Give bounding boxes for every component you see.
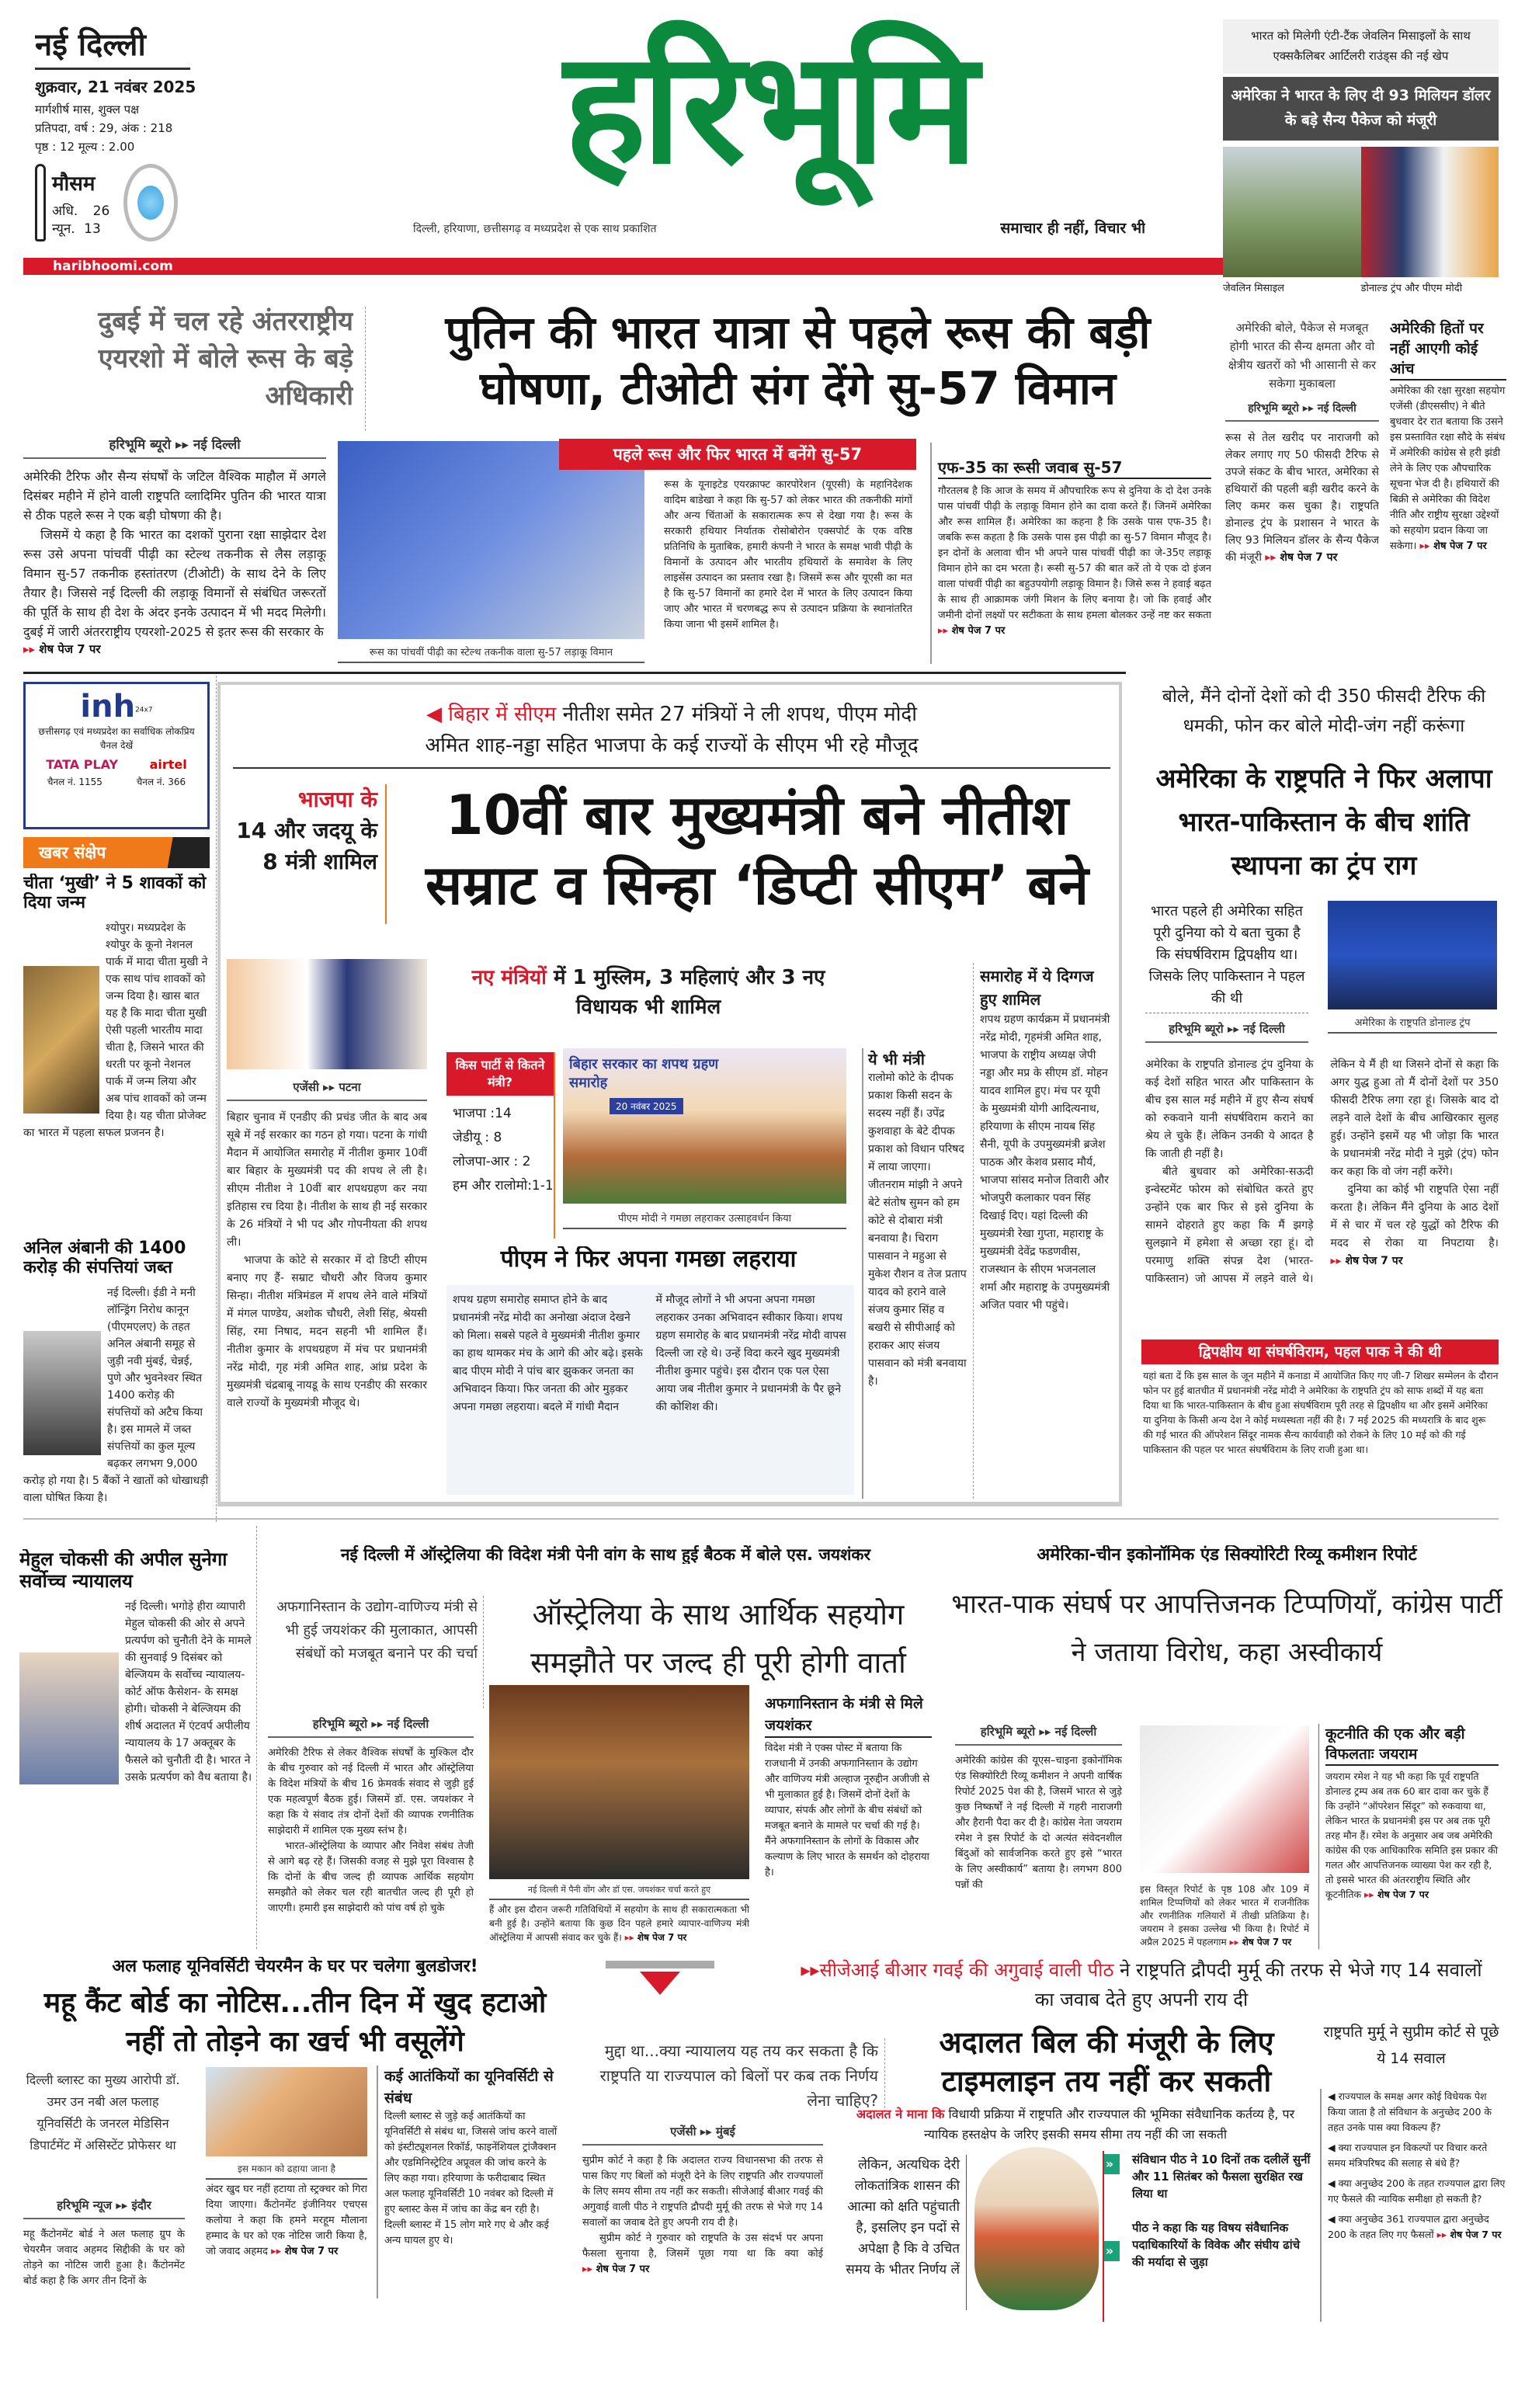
story-paragraph: इस विस्तृत रिपोर्ट के पृष्ठ 108 और 109 में शामिल टिप्पणियों को लेकर भारत में राजनीतिक और रणनीतिक गलियारों में तीखी प्रतिक्रिया है। जयराम ने इसका उल्लेख भी किया है। रिपोर्ट में अप्रैल 2025 में पहलगाम	[1140, 1884, 1309, 1948]
bihar-lead-column	[227, 1079, 427, 1499]
inh-logo: inh	[80, 689, 136, 724]
ceasefire-box-heading: द्विपक्षीय था संघर्षविराम, पहल पाक ने की थी	[1141, 1340, 1499, 1364]
caption-javelin: जेवलिन मिसाइल	[1223, 283, 1284, 294]
su57-caption: रूस का पांचवीं पीढ़ी का स्टेल्थ तकनीक वाला सु-57 लड़ाकू विमान	[338, 641, 644, 663]
story-paragraph: जिसमें ये कहा है कि भारत का दशकों पुराना रक्षा साझेदार देश रूस उसे अपना पांचवीं पीढ़ी का स्टेल्थ तकनीक से लैस लड़ाकू विमान सु-57 तकनीक हस्तांतरण (टीओटी) के साथ देने के लिए तैयार है। जिससे नई दिल्ली की लड़ाकू विमानों से संबंधित जरूरतों की पूर्ति के साथ ही देश के अंदर इनके उत्पादन में भी मदद मिलेगी। दुबई में जारी अंतरराष्ट्रीय एयरशो-2025 से इतर रूस की सरकार के	[23, 527, 326, 639]
kicker-highlight: बिहार में सीएम	[448, 703, 557, 726]
putin-lead-column	[23, 435, 326, 660]
house-caption: इस मकान को ढहाया जाना है	[206, 2159, 367, 2180]
sc-subhead	[839, 2104, 1312, 2147]
continued-link[interactable]: ▸▸ शेष पेज 7 पर	[1437, 2229, 1502, 2240]
thermometer-icon	[35, 164, 46, 241]
sc-strap	[792, 1955, 1491, 2017]
trump-caption: अमेरिका के राष्ट्रपति डोनाल्ड ट्रंप	[1328, 1012, 1497, 1034]
f35-heading: एफ-35 का रूसी जवाब सु-57	[938, 457, 1211, 479]
play-icon: ▸▸	[801, 1959, 820, 1981]
ceremony-caption: पीएम मोदी ने गमछा लहराकर उत्साहवर्धन किया	[563, 1207, 846, 1229]
photo-trump-modi	[1361, 147, 1499, 277]
uscc-headline: भारत-पाक संघर्ष पर आपत्तिजनक टिप्पणियाँ, कांग्रेस पार्टी ने जताया विरोध, कहा अस्वीकार्य	[951, 1589, 1502, 1668]
hindu-calendar: मार्गशीर्ष मास, शुक्ल पक्ष	[35, 103, 139, 116]
ceasefire-box-body: यहां बता दें कि इस साल के जून महीने में कनाडा में आयोजित किए गए जी-7 शिखर सम्मेलन के दौरान फोन पर हुई बातचीत में प्रधानमंत्री नरेंद्र मोदी ने अमेरिका के राष्ट्रपति ट्रंप को साफ शब्दों में यह बता दिया था कि भारत-पाकिस्तान के बीच हुआ संघर्षविराम पूरी तरह से द्विपक्षीय था और इसमें अमेरिका या दुनिया के किसी अन्य देश ने कोई मध्यस्थता नहीं की है। 7 मई 2025 की मध्यरात्रि के बाद शुरू की गई भारत की ऑपरेशन सिंदूर नामक सैन्य कार्यवाही को रोकने के लिए 10 मई को की गई पाकिस्तान की पहल पर भारत संघर्षविराम के लिए राजी हुआ था।	[1143, 1370, 1499, 1455]
channel-number: चैनल नं. 1155	[47, 777, 102, 787]
story-paragraph: भाजपा के कोटे से सरकार में दो डिप्टी सीएम बनाए गए हैं- सम्राट चौधरी और विजय कुमार सिन्हा। नीतीश मंत्रिमंडल में शपथ लेने वाले मंत्रियों में मंगल पाण्डेय, अशोक चौधरी, लेशी सिंह, श्रेयसी सिंह, रमा निषाद, मदन सहनी भी शामिल हैं। नीतीश कुमार के शपथग्रहण में मंच पर प्रधानमंत्री नरेंद्र मोदी, गृह मंत्री अमित शाह, आंध्र प्रदेश के मुख्यमंत्री चंद्रबाबू नायडू के साथ एनडीए की सरकार वाले राज्यों के मुख्यमंत्री मौजूद थे।	[227, 1254, 427, 1409]
inh-channel-ad[interactable]	[23, 682, 210, 829]
us-arms-kicker: भारत को मिलेगी एंटी-टैंक जेवलिन मिसाइलों के साथ एक्सकैलिबर आर्टिलरी राउंड्स की नई खेप	[1223, 19, 1499, 74]
us-arms-headline: अमेरिका ने भारत के लिए दी 93 मिलियन डॉलर के बड़े सैन्य पैकेज को मंजूरी	[1223, 77, 1499, 141]
party-wise-ministers-box	[446, 1052, 555, 1239]
news-brief-label	[23, 837, 210, 868]
f35-box	[930, 443, 1211, 664]
dignitaries-column	[980, 964, 1112, 1500]
uscc-strap: अमेरिका-चीन इकोनॉमिक एंड सिक्योरिटी रिव्यू कमीशन रिपोर्ट	[1037, 1545, 1417, 1565]
byline: हरिभूमि ब्यूरो ▸▸ नई दिल्ली	[1145, 1021, 1308, 1043]
tataplay-logo: TATA PLAY	[46, 757, 119, 772]
photo-mehul-choksi	[19, 1652, 119, 1784]
newspaper-logo[interactable]: हरिभूमि	[564, 18, 974, 199]
jairam-heading: कूटनीति की एक और बड़ी विफलताः जयराम	[1325, 1724, 1499, 1766]
website-link[interactable]: haribhoomi.com	[53, 259, 173, 274]
brief-body: नई दिल्ली। भगोड़े हीरा व्यापारी मेहुल चोकसी की ओर से अपने प्रत्यर्पण को चुनौती देने के मामले की सुनवाई 9 दिसंबर को बेल्जियम के सर्वोच्च न्यायालय- कोर्ट ऑफ कैसेशन- के समक्ष होगी। चोकसी ने बेल्जियम की शीर्ष अदालत में एंटवर्प अपीलीय न्यायालय के 17 अक्तूबर के फैसले को चुनौती दी है। भारत ने उसके प्रत्यर्पण को वैध बताया है।	[125, 1600, 252, 1784]
brief-body: श्योपुर। मध्यप्रदेश के श्योपुर के कूनो नेशनल पार्क में मादा चीता मुखी ने एक साथ पांच शावकों को जन्म दिया है। खास बात यह है कि मादा चीता मुखी ऐसी पहली भारतीय मादा चीता है, जिसने भारत की धरती पर कूनो नेशनल पार्क में जन्म लिया और अब पांच शावकों को जन्म दिया है। यह चीता प्रोजेक्ट का भारत में पहला सफल प्रजनन है।	[23, 921, 208, 1139]
brief-headline: चीता ‘मुखी’ ने 5 शावकों को दिया जन्म	[23, 874, 207, 913]
us-interests-heading: अमेरिकी हितों पर नहीं आएगी कोई आंच	[1390, 318, 1506, 380]
photo-su57	[338, 441, 644, 639]
side-deck-highlight: भाजपा के	[297, 787, 377, 812]
continued-link[interactable]: ▸▸ शेष पेज 7 पर	[625, 1932, 687, 1943]
alfalah-deck: दिल्ली ब्लास्ट का मुख्य आरोपी डॉ. उमर उन नबी अल फलाह यूनिवर्सिटी के जनरल मेडिसिन डिपार्टमेंट में असिस्टेंट प्रोफेसर था	[26, 2073, 180, 2153]
terror-links-heading: कई आतंकियों का यूनिवर्सिटी से संबंध	[384, 2068, 554, 2107]
story-paragraph: विदेश मंत्री ने एक्स पोस्ट में बताया कि राजधानी में उनकी अफगानिस्तान के उद्योग और वाणिज्य मंत्री अल्हाज नूरुद्दीन अजीजी से भी मुलाकात हुई है। जिसमें दोनों देशों के व्यापार, संपर्क और लोगों के बीच संबंधों को मजबूत बनाने के मामले पर चर्चा की गई है। मैंने अफगानिस्तान के लोगों के विकास और कल्याण के लिए भारत के समर्थन को दोहराया है।	[765, 1743, 930, 1878]
story-paragraph: जयराम रमेश ने यह भी कहा कि पूर्व राष्ट्रपति डोनाल्ड ट्रम्प अब तक 60 बार दावा कर चुके हैं कि उन्होंने “ऑपरेशन सिंदूर” को रुकवाया था, लेकिन भारत के प्रधानमंत्री इस पर अब तक पूरी तरह मौन हैं। रमेश के अनुसार अब जब अमेरिकी कांग्रेस की एक आधिकारिक समिति इस प्रकार की गलत और आपत्तिजनक व्याख्या पेश कर रही है, तो इससे भारत की अंतरराष्ट्रीय स्थिति और कूटनीतिक	[1325, 1770, 1499, 1900]
trump-headline: अमेरिका के राष्ट्रपति ने फिर अलापा भारत-पाकिस्तान के बीच शांति स्थापना का ट्रंप राग	[1155, 763, 1492, 881]
brief-body: नई दिल्ली। ईडी ने मनी लॉन्ड्रिंग निरोध कानून (पीएमएलए) के तहत अनिल अंबानी समूह से जुड़ी नवी मुंबई, चेन्नई, पुणे और भुवनेश्वर स्थित 1400 करोड़ की संपत्तियों को अटैच किया है। इस मामले में जब्त संपत्तियों का कुल मूल्य बढ़कर लगभग 9,000 करोड़ हो गया है। 5 बैंकों ने खातों को धोखाधड़ी वाला घोषित किया है।	[23, 1286, 209, 1504]
also-ministers-column	[862, 1048, 967, 1499]
president-questions-heading: राष्ट्रपति मुर्मू ने सुप्रीम कोर्ट से पूछे ये 14 सवाल	[1323, 2024, 1499, 2067]
party-count-item: हम और रालोमो:1-1	[453, 1178, 554, 1194]
ad-text: छत्तीसगढ़ एवं मध्यप्रदेश का सर्वाधिक लोकप्रिय चैनल देखें	[38, 726, 195, 751]
president-questions-list	[1320, 2089, 1506, 2322]
kicker-text: नीतीश समेत 27 मंत्रियों ने ली शपथ, पीएम मोदी	[562, 703, 917, 726]
alfalah-headline: महू कैंट बोर्ड का नोटिस...तीन दिन में खुद हटाओ नहीं तो तोड़ने का खर्च भी वसूलेंगे	[43, 1987, 547, 2058]
continued-link[interactable]: ▸▸ शेष पेज 7 पर	[1265, 551, 1337, 564]
party-count-item: भाजपा :14	[453, 1106, 512, 1121]
sc-lead-column	[582, 2124, 823, 2279]
photo-wong-jaishankar	[489, 1685, 749, 1879]
su57-photo-label: पहले रूस और फिर भारत में बनेंगे सु-57	[559, 439, 916, 470]
strap-highlight: सीजेआई बीआर गवई की अगुवाई वाली पीठ	[819, 1959, 1114, 1981]
photo-siddiqui-house	[206, 2067, 367, 2156]
question-text: क्या राज्यपाल इन विकल्पों पर विचार करते समय मंत्रिपरिषद की सलाह से बंधे हैं?	[1328, 2142, 1488, 2169]
issue-number: प्रतिपदा, वर्ष : 29, अंक : 218	[35, 121, 173, 135]
story-paragraph: अमेरिकी टैरिफ से लेकर वैश्विक संघर्षों के मुश्किल दौर के बीच गुरुवार को नई दिल्ली में भारत और ऑस्ट्रेलिया के विदेश मंत्रियों के बीच 16 फ्रेमवर्क संवाद से जुड़ी हुई एक महत्वपूर्ण बैठक हुई। जिसमें डॉ. एस. जयशंकर ने कहा कि ये संवाद तंत्र दोनों देशों की व्यापक रणनीतिक साझेदारी में शामिल एक मुख्य स्तंभ है।	[268, 1747, 474, 1836]
story-paragraph: अमेरिकी कांग्रेस की यूएस–चाइना इकोनॉमिक एंड सिक्योरिटी रिव्यू कमीशन ने अपनी वार्षिक रिपोर्ट 2025 पेश की है, जिसमें भारत से जुड़े कुछ निष्कर्षों ने नई दिल्ली में गहरी नाराजगी और हैरानी पैदा कर दी है। कांग्रेस नेता जयराम रमेश ने इस रिपोर्ट के दो अत्यंत संवेदनशील बिंदुओं को सार्वजनिक करते हुए इसे “भारत के लिए अस्वीकार्य” बताया है। लगभग 800 पन्नों की	[955, 1755, 1122, 1891]
byline: एजेंसी ▸▸ पटना	[227, 1079, 427, 1101]
sc-issue-deck: मुद्दा था...क्या न्यायालय यह तय कर सकता है कि राष्ट्रपति या राज्यपाल को बिलों पर कब तक निर्णय लेना चाहिए?	[582, 2038, 885, 2116]
dignitaries-heading: समारोह में ये दिग्गज हुए शामिल	[980, 967, 1094, 1009]
airtel-logo: airtel	[149, 757, 187, 772]
bihar-headline: 10वीं बार मुख्यमंत्री बने नीतीश सम्राट व सिन्हा ‘डिप्टी सीएम’ बने	[426, 784, 1089, 917]
photo-jairam-ramesh	[1140, 1725, 1309, 1873]
key-point: संविधान पीठ ने 10 दिनों तक दलीलें सुनीं और 11 सितंबर को फैसला सुरक्षित रख लिया था	[1132, 2153, 1311, 2201]
story-paragraph: शपथ ग्रहण समारोह समाप्त होने के बाद प्रधानमंत्री नरेंद्र मोदी का अनोखा अंदाज देखने को मिला। सबसे पहले वे मुख्यमंत्री नीतीश कुमार का हाथ थामकर मंच के आगे की ओर बढ़े। इसके बाद पीएम मोदी ने पांच बार झुककर जनता का अभिवादन किया। फिर जनता की ओर मुड़कर अपना गमछा लहराया। बदले में गांधी मैदान	[453, 1294, 643, 1413]
edition-city: नई दिल्ली	[35, 22, 190, 70]
bihar-side-deck	[233, 784, 387, 924]
double-chevron-icon: »	[1103, 2154, 1120, 2174]
byline: हरिभूमि ब्यूरो ▸▸ नई दिल्ली	[955, 1724, 1122, 1746]
question-text: क्या अनुच्छेद 361 राज्यपाल द्वारा अनुच्छेद 200 के तहत लिए गए फैसलों	[1328, 2213, 1489, 2240]
story-paragraph: दिल्ली ब्लास्ट से जुड़े कई आतंकियों का यूनिवर्सिटी से संबंध था, जिससे जांच करने वालों को इंस्टीट्यूशनल रिकॉर्ड, फाइनेंशियल ट्रांजैक्शन और एडमिनिस्ट्रेटिव अप्रूवल की जांच करने के लिए कहा गया। हरियाणा के फरीदाबाद स्थित अल फलाह यूनिवर्सिटी 10 नवंबर को दिल्ली में हुए ब्लास्ट केस में जांच का केंद्र बन रही है। दिल्ली ब्लास्ट में 15 लोग मारे गए थे और कई अन्य घायल हुए थे।	[384, 2111, 558, 2246]
jaishankar-lead-column	[268, 1716, 474, 1945]
story-paragraph: भारत-ऑस्ट्रेलिया के व्यापार और निवेश संबंध तेजी से आगे बढ़ रहे हैं। जिसकी वजह से मुझे पूरा विश्वास है कि दोनों के बीच जल्द ही व्यापक आर्थिक सहयोग समझौते को लेकर चल रही बातचीत जल्द ही पूरी हो जाएगी। हमारी इस साझेदारी को पांच वर्ष हो चुके	[268, 1840, 474, 1914]
party-count-item: जेडीयू : 8	[453, 1130, 502, 1145]
story-paragraph: बिहार चुनाव में एनडीए की प्रचंड जीत के बाद अब सूबे में नई सरकार का गठन हो गया। पटना के गांधी मैदान में आयोजित समारोह में नीतीश कुमार 10वीं बार बिहार के मुख्यमंत्री पद की शपथ ले ली है। सीएम नीतीश ने 10वीं बार शपथग्रहण कर नया इतिहास रच दिया है। नीतीश के साथ ही नई सरकार के 26 मंत्रियों ने भी पद और गोपनीयता की शपथ ली।	[227, 1111, 427, 1249]
bihar-subhead	[439, 963, 858, 1025]
photo-oath-ceremony	[563, 1048, 846, 1204]
byline: हरिभूमि ब्यूरो ▸▸ नई दिल्ली	[23, 435, 326, 459]
story-paragraph: शपथ ग्रहण कार्यक्रम में प्रधानमंत्री नरेंद्र मोदी, गृहमंत्री अमित शाह, भाजपा के राष्ट्रीय अध्यक्ष जेपी नड्डा और मप्र के सीएम डॉ. मोहन यादव शामिल हुए। मंच पर यूपी के मुख्यमंत्री योगी आदित्यनाथ, हरियाणा के सीएम नायब सिंह सैनी, यूपी के उपमुख्यमंत्री ब्रजेश पाठक और केशव प्रसाद मौर्य, भाजपा सांसद मनोज तिवारी और भोजपुरी कलाकार पवन सिंह दिखाई दिए। यहां दिल्ली की मुख्यमंत्री रेखा गुप्ता, महाराष्ट्र के मुख्यमंत्री देवेंद्र फडणवीस, राजस्थान के सीएम भजनलाल शर्मा और महाराष्ट्र के उपमुख्यमंत्री अजित पवार भी पहुंचे।	[980, 1013, 1110, 1312]
dateline-block	[35, 22, 214, 255]
us-interests-box	[1390, 318, 1506, 668]
story-paragraph: अमेरिकी टैरिफ और सैन्य संघर्षों के जटिल वैश्विक माहौल में अगले दिसंबर महीने में होने वाली राष्ट्रपति व्लादिमिर पुतिन की भारत यात्रा से ठीक पहले रूस ने एक बड़ी घोषणा की है।	[23, 469, 326, 523]
jaishankar-caption: नई दिल्ली में पैनी वोंग और डॉ एस. जयशंकर चर्चा करते हुए	[489, 1881, 749, 1900]
afghan-heading: अफगानिस्तान के मंत्री से मिले जयशंकर	[765, 1693, 932, 1738]
issue-date: शुक्रवार, 21 नवंबर 2025	[35, 78, 196, 96]
continued-link[interactable]: ▸▸ शेष पेज 7 पर	[1364, 1889, 1429, 1900]
us-arms-inset	[1223, 19, 1499, 295]
story-paragraph: महू कैंटोनमेंट बोर्ड ने अल फलाह ग्रुप के चेयरमैन जवाद अहमद सिद्दीकी के घर को तोड़ने का नोटिस जारी हुआ है। कैंटोनमेंट बोर्ड कहा है कि अगर तीन दिनों के	[23, 2229, 185, 2287]
su57-column	[664, 478, 912, 664]
continued-link[interactable]: ▸▸ शेष पेज 7 पर	[1420, 540, 1487, 552]
caret-left-icon: ◀	[1328, 2090, 1339, 2102]
subhead-text: विधायी प्रक्रिया में राष्ट्रपति और राज्यपाल की भूमिका संवैधानिक कर्तव्य है, पर न्यायिक हस्तक्षेप के जरिए इसकी समय सीमा तय नहीं की जा सकती	[923, 2107, 1295, 2142]
trump-body	[1145, 1056, 1499, 1332]
key-point: पीठ ने कहा कि यह विषय संवैधानिक पदाधिकारियों के विवेक और संघीय ढांचे की मर्यादा से जुड़ा	[1132, 2221, 1301, 2269]
continued-link[interactable]: ▸▸ शेष पेज 7 पर	[938, 625, 1005, 637]
double-chevron-icon: »	[1103, 2241, 1120, 2261]
continued-link[interactable]: ▸▸ शेष पेज 7 पर	[1229, 1937, 1291, 1948]
byline: हरिभूमि ब्यूरो ▸▸ नई दिल्ली	[268, 1716, 474, 1738]
cheetah-brief	[23, 874, 210, 1215]
question-item	[1328, 2176, 1506, 2207]
byline: एजेंसी ▸▸ मुंबई	[582, 2124, 823, 2146]
question-item	[1328, 2140, 1506, 2171]
byline: हरिभूमि ब्यूरो ▸▸ नई दिल्ली	[1225, 401, 1379, 422]
also-ministers-heading: ये भी मंत्री	[868, 1050, 925, 1068]
jaishankar-continued	[489, 1902, 749, 1949]
alfalah-strap: अल फलाह यूनिवर्सिटी चेयरमैन के घर पर चलेगा बुलडोजर!	[112, 1957, 478, 1976]
sc-key-points	[1103, 2151, 1312, 2322]
continued-link[interactable]: ▸▸ शेष पेज 7 पर	[582, 2264, 649, 2275]
channel-number: चैनल नं. 366	[136, 777, 186, 787]
question-item	[1328, 2089, 1506, 2135]
us-arms-deck: अमेरिकी बोले, पैकेज से मजबूत होगी भारत की सैन्य क्षमता और वो क्षेत्रीय खतरों को भी आसानी से कर सकेगा मुकाबला	[1228, 321, 1377, 391]
story-paragraph: रालोमो कोटे के दीपक प्रकाश किसी सदन के सदस्य नहीं हैं। उपेंद्र कुशवाहा के बेटे दीपक प्रकाश को विधान परिषद में लाया जाएगा। जीतनराम मांझी ने अपने बेटे संतोष सुमन को हम कोटे से दोबारा मंत्री बनवाया है। चिराग पासवान ने महुआ से मुकेश रौशन व तेज प्रताप यादव को हराने वाले संजय कुमार सिंह व बखरी से सीपीआई को हराकर आए संजय पासवान को मंत्री बनवाया है।	[868, 1072, 967, 1388]
subhead-highlight: नए मंत्रियों	[471, 966, 547, 989]
alfalah-lead-column	[23, 2198, 185, 2407]
sc-pull-quote: लेकिन, अत्यधिक देरी लोकतांत्रिक शासन की आत्मा को क्षति पहुंचाती है, इसलिए इन पदों से अपेक्षा है कि वे उचित समय के भीतर निर्णय लें	[835, 2155, 967, 2310]
story-paragraph: अमेरिका के राष्ट्रपति डोनाल्ड ट्रंप दुनिया के कई देशों सहित भारत और पाकिस्तान के बीच इस साल मई महीने में हुए सैन्य संघर्ष को रुकवाने यानी संघर्षविराम कराने का श्रेय ले चुके हैं। लेकिन उनकी ये आदत है कि जाती ही नहीं है।	[1145, 1058, 1314, 1160]
subhead-text: में 1 मुस्लिम, 3 महिलाएं और 3 नए विधायक भी शामिल	[553, 966, 825, 1019]
uscc-second-column	[1140, 1883, 1309, 1949]
afghan-minister-box	[765, 1693, 932, 1945]
question-text: राज्यपाल के समक्ष अगर कोई विधेयक पेश किया जाता है तो संविधान के अनुच्छेद 200 के तहत उनके पास क्या विकल्प हैं?	[1328, 2090, 1492, 2133]
weather-label: मौसम	[52, 172, 96, 196]
ceremony-date: 20 नवंबर 2025	[610, 1098, 683, 1114]
sc-headline: अदालत बिल की मंजूरी के लिए टाइमलाइन तय नहीं कर सकती	[939, 2025, 1274, 2098]
min-temp: 13	[84, 221, 101, 237]
news-brief-title: खबर संक्षेप	[39, 843, 106, 862]
story-paragraph: बीते बुधवार को अमेरिका-सऊदी इन्वेस्टमेंट फोरम को संबोधित करते हुए उन्होंने एक बार फिर से इसे दुनिया के सामने दोहराते हुए कहा कि मैं झगड़े सुलझाने में हमेशा से अच्छा रहा हूं। दो परमाणु शक्ति संपन्न देश (भारत-पाकिस्तान) जो आपस में लड़ने वाले थे। लेकिन ये मैं ही था जिसने दोनों से कहा कि अगर युद्ध हुआ तो मैं दोनों देशों पर 350 फीसदी टैरिफ लगा रहा हूं। जिसके बाद दो लड़ने वाले देशों के बीच आखिरकार सुलह हुई। उन्होंने इसमें यह भी जोड़ा कि भारत के प्रधानमंत्री नरेंद्र मोदी ने मुझे (ट्रंप) फोन कर कहा कि वो जंग नहीं करेंगे।	[1145, 1058, 1499, 1285]
byline: हरिभूमि न्यूज ▸▸ इंदौर	[23, 2198, 185, 2219]
caption-trump-modi: डोनाल्ड ट्रंप और पीएम मोदी	[1360, 283, 1463, 294]
story-paragraph: गौरतलब है कि आज के समय में औपचारिक रूप से दुनिया के दो देश उनके पास पांचवीं पीढ़ी के लड़ाकू विमान होने का दावा करते हैं। जिनमें अमेरिका और रूस शामिल हैं। अमेरिका का कहना है कि उसके पास एफ-35 है। जबकि रूस कहता है कि उसके पास इस पीढ़ी का सु-57 विमान मौजूद है। इन दोनों के अलावा चीन भी अपने पास पांचवीं पीढ़ी का जे-35ए लड़ाकू विमान होने का दम भरता है। रूसी सु-57 की बात करें तो ये एक दो इंजन वाला पांचवीं पीढ़ी का बहुउपयोगी लड़ाकू विमान है। जिसे रूस ने हवाई बढ़त के साथ ही आक्रामक जंगी मिशन के लिए बनाया है। जो कि हवाई और जमीनी दोनों लक्ष्यों पर सटीकता के साथ हमला बोलकर उन्हें नष्ट कर सकता	[938, 485, 1211, 621]
kicker-text: अमित शाह-नड्डा सहित भाजपा के कई राज्यों के सीएम भी रहे मौजूद	[425, 734, 919, 757]
photo-javelin-missile	[1223, 147, 1361, 277]
uscc-lead-column	[955, 1724, 1122, 1949]
bihar-kicker	[233, 699, 1110, 769]
gamchha-heading: पीएम ने फिर अपना गमछा लहराया	[500, 1246, 797, 1273]
editions-line: दिल्ली, हरियाणा, छत्तीसगढ़ व मध्यप्रदेश से एक साथ प्रकाशित	[413, 223, 657, 235]
trump-kicker: बोले, मैंने दोनों देशों को दी 350 फीसदी टैरिफ की धमकी, फोन कर बोले मोदी-जंग नहीं करूंगा	[1162, 686, 1486, 736]
story-paragraph: रूस के यूनाइटेड एयरक्राफ्ट कारपोरेशन (यूएसी) के महानिदेशक वादिम बाडेखा ने कहा कि सु-57 को लेकर भारत की तकनीकी मांगों और अन्य चिंताओं के सकारात्मक रूप से देखा गया है। रूस के सरकारी हथियार निर्यातक रोसोबोरोन एक्सपोर्ट के एक वरिष्ठ प्रतिनिधि के मुताबिक, हमारी कंपनी ने भारत के समक्ष भावी पीढ़ी के विमानों के उत्पादन और भारतीय हथियारों के समावेश के लिए लाइसेंस उत्पादन का प्रस्ताव रखा है। जिसमें रूस और यूएसी का मत है कि सु-57 विमानों का हमारे देश में भारत के लिए उत्पादन किया जाए और भारत में चरणबद्ध रूप से उत्पादन प्रक्रिया के स्थानांतरित किया जाना भी इसमें शामिल है।	[664, 479, 912, 631]
putin-deck: दुबई में चल रहे अंतरराष्ट्रीय एयरशो में बोले रूस के बड़े अधिकारी	[98, 306, 353, 412]
ambani-brief	[23, 1239, 210, 1518]
alfalah-second-column	[206, 2182, 367, 2299]
tagline: समाचार ही नहीं, विचार भी	[1000, 220, 1145, 237]
ceremony-banner: बिहार सरकार का शपथ ग्रहण समारोह	[569, 1056, 719, 1091]
story-paragraph: में मौजूद लोगों ने भी अपना अपना गमछा लहराकर उनका अभिवादन स्वीकार किया। शपथ ग्रहण समारोह के बाद प्रधानमंत्री नरेंद्र मोदी वापस दिल्ली जा रहे थे। उन्हें विदा करने खुद मुख्यमंत्री नीतीश कुमार पहुंचे। इस दौरान एक पल ऐसा आया जब नीतीश कुमार ने प्रधानमंत्री के पैर छूने की कोशिश की।	[655, 1294, 846, 1413]
weather-widget	[35, 164, 214, 241]
trump-deck: भारत पहले ही अमेरिका सहित पूरी दुनिया को ये बता चुका है कि संघर्षविराम द्विपक्षीय था। जिसके लिए पाकिस्तान ने पहल की थी	[1145, 901, 1308, 1013]
caret-left-icon: ◀	[1328, 2142, 1339, 2153]
jaishankar-headline: ऑस्ट्रेलिया के साथ आर्थिक सहयोग समझौते पर जल्द ही पूरी होगी वार्ता	[530, 1597, 906, 1680]
diplomacy-failure-box	[1318, 1724, 1499, 1949]
us-arms-story	[1225, 318, 1379, 668]
caret-left-icon: ◀	[1328, 2213, 1339, 2225]
gamchha-story	[446, 1285, 854, 1495]
pages-price: पृष्ठ : 12 मूल्य : 2.00	[35, 140, 135, 154]
side-deck-text: 14 और जदयू के 8 मंत्री शामिल	[236, 818, 377, 874]
caret-left-icon: ◀	[426, 703, 449, 726]
story-paragraph: अमेरिका की रक्षा सुरक्षा सहयोग एजेंसी (डीएससीए) ने बीते बुधवार देर रात बताया कि उसने इस प्रस्तावित रक्षा सौदे के संबंध में अमेरिकी कांग्रेस से हरी झंडी लेने के लिए एक औपचारिक सूचना भेज दी है। हथियारों की बिक्री से अमेरिका की विदेश नीति और राष्ट्रीय सुरक्षा उद्देश्यों को सहयोग प्रदान किया जा सकेगा।	[1390, 385, 1506, 552]
story-paragraph: सुप्रीम कोर्ट ने कहा है कि अदालत राज्य विधानसभा की तरफ से पास किए गए बिलों को मंजूरी देने के लिए राष्ट्रपति और राज्यपालों के लिए समय सीमा तय नहीं कर सकती। सीजेआई बीआर गवई की अगुवाई वाली पीठ ने राष्ट्रपति द्रौपदी मुर्मू की तरफ से भेजे गए 14 सवालों का जवाब देते हुए अपनी राय दी है।	[582, 2155, 823, 2229]
photo-cheetah	[23, 966, 99, 1114]
jaishankar-strap: नई दिल्ली में ऑस्ट्रेलिया की विदेश मंत्री पेनी वांग के साथ हुई बैठक में बोले एस. जयशंकर	[340, 1545, 871, 1564]
photo-nitish-kumar	[227, 959, 427, 1069]
photo-anil-ambani	[23, 1331, 101, 1455]
question-text: क्या अनुच्छेद 200 के तहत राज्यपाल द्वारा लिए गए फैसले की न्यायिक समीक्षा हो सकती है?	[1328, 2177, 1506, 2205]
cloud-icon	[123, 164, 178, 241]
continued-link[interactable]: ▸▸ शेष पेज 7 पर	[271, 2246, 338, 2257]
continued-link[interactable]: ▸▸ शेष पेज 7 पर	[1331, 1255, 1403, 1267]
party-box-title: किस पार्टी से कितने मंत्री?	[446, 1052, 554, 1096]
subhead-highlight: अदालत ने माना कि	[856, 2107, 945, 2121]
chevron-down-icon	[606, 1961, 714, 2007]
strap-text: ने राष्ट्रपति द्रौपदी मुर्मू की तरफ से भेजे गए 14 सवालों का जवाब देते हुए अपनी राय दी	[1034, 1959, 1482, 2010]
max-temp: 26	[92, 203, 110, 219]
caret-left-icon: ◀	[1328, 2177, 1339, 2189]
story-paragraph: दुनिया का कोई भी राष्ट्रपति ऐसा नहीं करता है। लेकिन मैंने दुनिया के आठ देशों में से चार में चल रहे युद्धों को टैरिफ की मदद से रोका या निपटाया है।	[1330, 1183, 1499, 1249]
supreme-court-illustration	[974, 2147, 1099, 2310]
jaishankar-deck: अफगानिस्तान के उद्योग-वाणिज्य मंत्री से भी हुई जयशंकर की मुलाकात, आपसी संबंधों को मजबूत बनाने पर की चर्चा	[276, 1599, 478, 1662]
party-count-item: लोजपा-आर : 2	[453, 1154, 531, 1169]
terror-links-box	[377, 2066, 559, 2299]
website-bar	[23, 258, 1223, 275]
story-paragraph: सुप्रीम कोर्ट ने गुरुवार को राष्ट्रपति के उस संदर्भ पर अपना फैसला सुनाया है, जिसमें पूछा गया था कि क्या कोई	[582, 2233, 823, 2260]
inh-logo-sub: 24x7	[135, 706, 153, 714]
story-paragraph: अंदर खुद घर नहीं हटाया तो स्ट्रक्चर को गिरा दिया जाएगा। कैंटोनमेंट इंजीनियर एचएस कलोया ने कहा कि हमने मरहूम मौलाना हम्माद के घर को एक नोटिस जारी किया है, जो जवाद अहमद	[206, 2184, 367, 2257]
putin-headline: पुतिन की भारत यात्रा से पहले रूस की बड़ी घोषणा, टीओटी संग देंगे सु-57 विमान	[445, 306, 1151, 415]
photo-donald-trump	[1328, 901, 1497, 1009]
question-item	[1328, 2212, 1506, 2243]
choksi-brief	[19, 1549, 252, 1941]
story-paragraph: हैं और इस दौरान जरूरी गतिविधियों में सहयोग के साथ ही सकारात्मकता भी बनी हुई है। उन्होंने बताया कि कुछ दिन पहले हमारे व्यापार-वाणिज्य मंत्री ऑस्ट्रेलिया में आपसी संवाद कर चुके हैं।	[489, 1904, 749, 1943]
brief-headline: मेहुल चोकसी की अपील सुनेगा सर्वोच्च न्यायालय	[19, 1549, 228, 1592]
story-paragraph: रूस से तेल खरीद पर नाराजगी को लेकर लगाए गए 50 फीसदी टैरिफ से उपजे संकट के बीच भारत, अमेरिका से हथियारों की पहली बड़ी खरीद करने के लिए कमर कस चुका है। राष्ट्रपति डोनाल्ड ट्रंप के प्रशासन ने भारत के लिए 93 मिलियन डॉलर के सैन्य पैकेज की मंजूरी	[1225, 432, 1379, 564]
brief-headline: अनिल अंबानी की 1400 करोड़ की संपत्तियां जब्त	[23, 1239, 186, 1278]
continued-link[interactable]: ▸▸ शेष पेज 7 पर	[23, 642, 101, 656]
min-temp-label: न्यून.	[52, 221, 75, 237]
max-temp-label: अधि.	[52, 203, 78, 219]
